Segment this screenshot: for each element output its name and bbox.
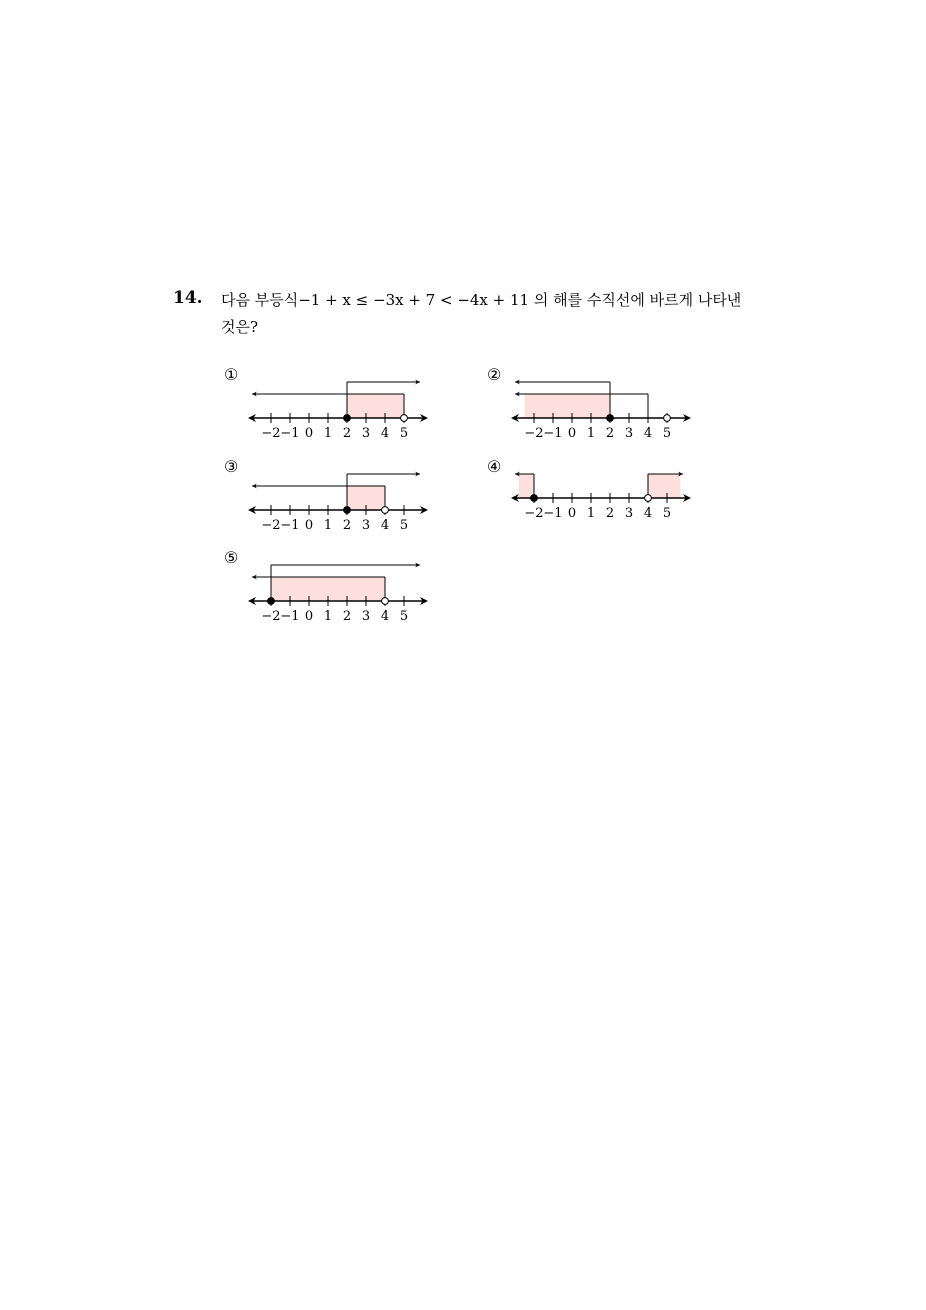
- tick-label: 3: [624, 426, 634, 441]
- solution-shade: [347, 394, 404, 418]
- tick-label: 0: [304, 426, 314, 441]
- open-point: [664, 415, 671, 422]
- closed-point: [531, 495, 538, 502]
- tick-label: −1: [280, 518, 300, 533]
- tick-label: 2: [605, 426, 615, 441]
- tick-label: 0: [304, 609, 314, 624]
- tick-label: −1: [543, 506, 563, 521]
- tick-label: −2: [261, 609, 281, 624]
- tick-label: 3: [361, 426, 371, 441]
- tick-label: 2: [342, 609, 352, 624]
- option-3-label[interactable]: ③: [224, 457, 239, 476]
- option-2-number-line[interactable]: [509, 372, 695, 448]
- tick-label: 0: [567, 506, 577, 521]
- tick-label: 5: [662, 426, 672, 441]
- tick-label: 5: [399, 426, 409, 441]
- option-2-label[interactable]: ②: [487, 365, 502, 384]
- tick-label: 5: [399, 518, 409, 533]
- tick-label: 4: [380, 426, 390, 441]
- tick-label: 2: [342, 518, 352, 533]
- tick-label: 4: [643, 426, 653, 441]
- tick-label: −2: [524, 506, 544, 521]
- open-point: [382, 598, 389, 605]
- open-point: [401, 415, 408, 422]
- closed-point: [268, 598, 275, 605]
- tick-label: 2: [342, 426, 352, 441]
- tick-label: 4: [643, 506, 653, 521]
- tick-label: −2: [261, 518, 281, 533]
- solution-shade-1: [519, 474, 534, 498]
- open-point: [645, 495, 652, 502]
- tick-label: −1: [280, 426, 300, 441]
- tick-label: −2: [261, 426, 281, 441]
- option-4-label[interactable]: ④: [487, 457, 502, 476]
- option-3-number-line[interactable]: [246, 464, 432, 540]
- option-1-label[interactable]: ①: [224, 365, 239, 384]
- closed-point: [607, 415, 614, 422]
- option-5-label[interactable]: ⑤: [224, 548, 239, 567]
- open-point: [382, 507, 389, 514]
- option-1-number-line[interactable]: [246, 372, 432, 448]
- tick-label: −1: [280, 609, 300, 624]
- tick-label: 4: [380, 518, 390, 533]
- tick-label: 0: [567, 426, 577, 441]
- closed-point: [344, 507, 351, 514]
- tick-label: 0: [304, 518, 314, 533]
- closed-point: [344, 415, 351, 422]
- tick-label: 1: [323, 518, 333, 533]
- option-4-number-line[interactable]: [509, 464, 695, 540]
- tick-label: 4: [380, 609, 390, 624]
- tick-label: 3: [624, 506, 634, 521]
- tick-label: 3: [361, 609, 371, 624]
- question-text-line2: 것은?: [221, 318, 259, 336]
- question-number: 14.: [173, 288, 203, 308]
- question-text-line1: 다음 부등식−1 + x ≤ −3x + 7 < −4x + 11 의 해를 수직선에 바르게 나타낸: [221, 291, 742, 309]
- tick-label: −2: [524, 426, 544, 441]
- solution-shade-2: [648, 474, 680, 498]
- tick-label: 3: [361, 518, 371, 533]
- tick-label: 2: [605, 506, 615, 521]
- tick-label: 1: [586, 506, 596, 521]
- tick-label: −1: [543, 426, 563, 441]
- tick-label: 1: [586, 426, 596, 441]
- tick-label: 1: [323, 426, 333, 441]
- tick-label: 5: [662, 506, 672, 521]
- solution-shade: [525, 394, 611, 418]
- tick-label: 5: [399, 609, 409, 624]
- tick-label: 1: [323, 609, 333, 624]
- option-5-number-line[interactable]: [246, 555, 432, 631]
